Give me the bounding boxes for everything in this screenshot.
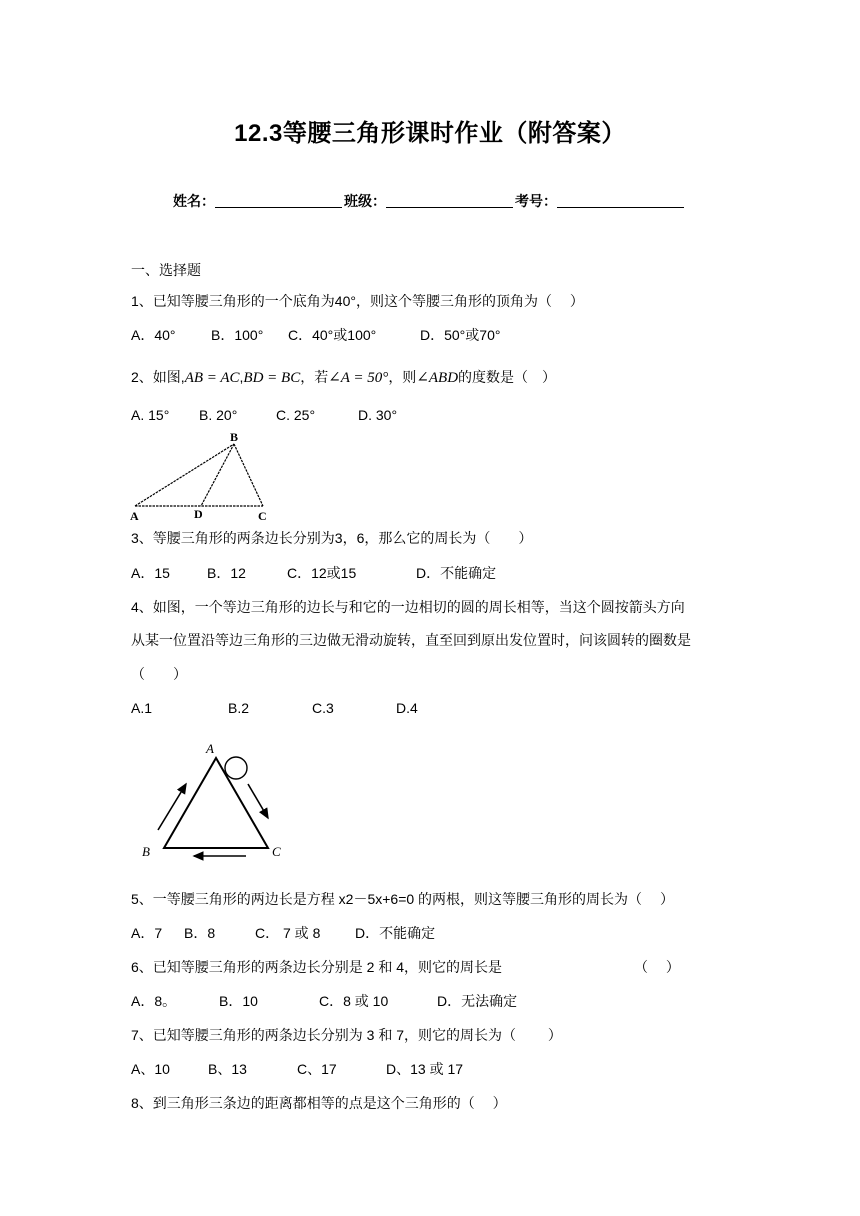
question-2-stem	[131, 368, 556, 387]
question-2-figure	[124, 428, 284, 524]
segment-bd	[201, 444, 234, 506]
question-6-paren: （ ）	[634, 959, 680, 975]
q2-math-ab-ac: AB = AC	[184, 370, 240, 386]
option-b: B. 20°	[199, 407, 238, 423]
option-c: C．8 或 10	[319, 993, 389, 1009]
q2-math-bd-bc: BD = BC	[243, 370, 301, 386]
label-b: B	[230, 430, 239, 444]
option-a: A．15	[131, 565, 170, 581]
option-d: D．50°或70°	[420, 327, 501, 343]
option-b: B、13	[208, 1061, 247, 1077]
label-a: A	[130, 509, 139, 523]
class-blank	[386, 193, 513, 208]
option-b: B.2	[228, 700, 250, 716]
option-a: A.1	[131, 700, 153, 716]
option-c: C. 25°	[276, 407, 316, 423]
option-d: D、13 或 17	[386, 1061, 464, 1077]
option-c: C．12或15	[287, 565, 357, 581]
option-b: B．100°	[211, 327, 264, 343]
q2-comma: ,	[239, 369, 244, 385]
question-4-line-3: （ ）	[131, 666, 187, 682]
section-heading: 一、选择题	[131, 262, 201, 278]
arrow-right-side	[248, 784, 268, 818]
option-d: D．不能确定	[355, 925, 436, 941]
question-1-stem: 1、已知等腰三角形的一个底角为40°，则这个等腰三角形的顶角为（ ）	[131, 293, 584, 309]
option-d: D．不能确定	[416, 565, 497, 581]
label-b: B	[142, 844, 150, 859]
segment-ab	[135, 444, 234, 506]
option-d: D.4	[396, 700, 418, 716]
option-b: B．8	[184, 925, 216, 941]
name-label: 姓名：	[173, 193, 215, 209]
name-blank	[215, 193, 342, 208]
question-3-options	[131, 564, 496, 582]
question-2-options	[131, 406, 397, 424]
equilateral-triangle	[164, 758, 268, 848]
question-7-options	[131, 1060, 463, 1078]
label-d: D	[194, 507, 203, 521]
option-c: C．40°或100°	[288, 327, 377, 343]
label-a: A	[206, 741, 214, 756]
question-4-line-1: 4、如图，一个等边三角形的边长与和它的一边相切的圆的周长相等，当这个圆按箭头方向	[131, 599, 685, 615]
question-4-options	[131, 699, 418, 717]
option-d: D．无法确定	[437, 993, 518, 1009]
q2-mid2: ，则	[388, 369, 417, 385]
q2-math-angle-a: ∠A = 50°	[328, 370, 389, 386]
q2-suffix: 的度数是（ ）	[458, 369, 557, 385]
q2-prefix: 2、如图,	[131, 369, 185, 385]
option-a: A．8。	[131, 993, 177, 1009]
exam-number-label: 考号：	[515, 193, 557, 209]
question-6-stem: 6、已知等腰三角形的两条边长分别是 2 和 4，则它的周长是	[131, 959, 503, 975]
question-4-figure	[136, 738, 296, 866]
rolling-circle	[225, 757, 247, 779]
option-c: C、17	[297, 1061, 337, 1077]
segment-bc	[234, 444, 263, 506]
option-a: A．7	[131, 925, 163, 941]
arrow-left-side	[158, 784, 186, 830]
option-a: A、10	[131, 1061, 170, 1077]
option-b: B．10	[219, 993, 258, 1009]
exam-number-blank	[557, 193, 684, 208]
option-a: A. 15°	[131, 407, 170, 423]
question-4-line-2: 从某一位置沿等边三角形的三边做无滑动旋转，直至回到原出发位置时，问该圆转的圈数是	[131, 632, 691, 648]
question-8-stem: 8、到三角形三条边的距离都相等的点是这个三角形的（ ）	[131, 1095, 507, 1111]
option-a: A．40°	[131, 327, 176, 343]
option-b: B．12	[207, 565, 246, 581]
option-c: C.3	[312, 700, 334, 716]
student-info-line	[173, 191, 686, 211]
label-c: C	[258, 509, 267, 523]
question-5-stem: 5、一等腰三角形的两边长是方程 x2－5x+6=0 的两根，则这等腰三角形的周长为（ ）	[131, 891, 674, 907]
q2-math-angle-abd: ∠ABD	[416, 370, 459, 386]
class-label: 班级：	[344, 193, 386, 209]
question-3-stem: 3、等腰三角形的两条边长分别为3，6，那么它的周长为（ ）	[131, 530, 533, 546]
question-1-options	[131, 326, 500, 344]
label-c: C	[272, 844, 281, 859]
question-5-options	[131, 924, 435, 942]
q2-mid: ，若	[300, 369, 329, 385]
question-6-options	[131, 992, 517, 1010]
option-c: C． 7 或 8	[255, 925, 321, 941]
option-d: D. 30°	[358, 407, 398, 423]
question-7-stem: 7、已知等腰三角形的两条边长分别为 3 和 7，则它的周长为（ ）	[131, 1027, 562, 1043]
page-title: 12.3等腰三角形课时作业（附答案）	[234, 120, 626, 147]
